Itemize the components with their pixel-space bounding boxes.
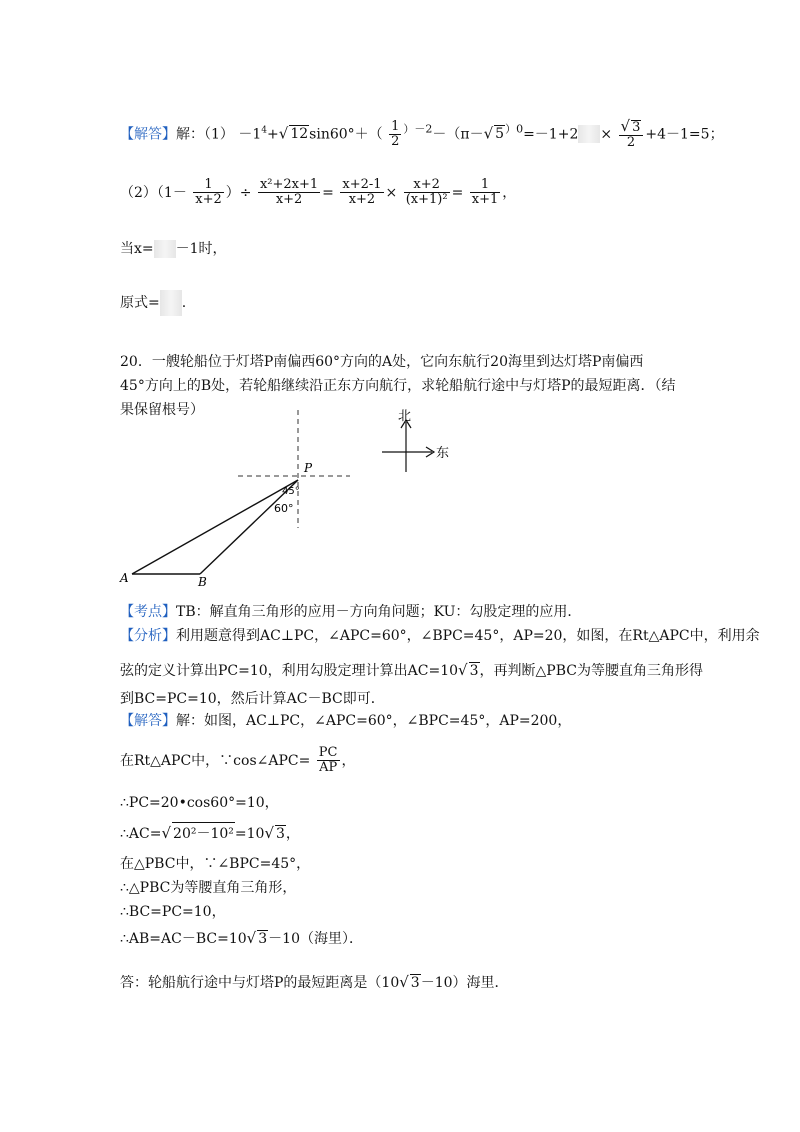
solution-1-line-4: 原式= . [120,290,186,316]
solution-2-line-2: 在Rt△APC中，∵cos∠APC= $\frac{PC}{AP}$ ， [120,745,356,776]
kaodian-line: 【考点】TB：解直角三角形的应用－方向角问题；KU：勾股定理的应用． [120,604,582,620]
answer-tag: 【解答】 [120,126,176,143]
fenxi-line-1: 【分析】利用题意得到AC⊥PC，∠APC=60°，∠BPC=45°，AP=20，如图，在Rt△APC中，利用余 [120,628,760,644]
label-p: P [304,461,313,475]
solution-2-line-3: ∴PC=20•cos60°=10， [120,795,279,811]
label-a: A [120,571,129,585]
final-answer: 答：轮船航行途中与灯塔P的最短距离是（10√ 3－10）海里． [120,973,509,991]
solution-1-line-1: 【解答】解：$(1) -1^4+√$ 12sin60°＋（ $\frac{1}{2}$ $^{)-2}$－（π－√ $5^{)0}=-1+2$ × $\frac{√ 3}{2}$ +4－1=5； [120,117,724,151]
blurred-formula-image [160,290,182,316]
analysis-block [120,600,760,648]
fenxi-line-3: 到BC=PC=10，然后计算AC－BC即可． [120,691,385,707]
compass-east-label: 东 [436,446,450,461]
solution-2-lines-5-7: 在△PBC中，∵∠BPC=45°， ∴△PBC为等腰直角三角形， ∴BC=PC=10， [120,856,311,920]
fraction-sqrt3-over-2: $\frac{√ 3}{2}$ [619,118,644,151]
solution-2-line-1: 【解答】解：如图，AC⊥PC，∠APC=60°，∠BPC=45°，AP=200， [120,713,572,729]
label-45: 45° [282,486,300,497]
blurred-formula-image [578,125,600,143]
blurred-formula-image [154,240,176,258]
answer-tag: 【解答】 [120,713,176,729]
label-60: 60° [274,502,294,515]
label-b: B [198,575,207,588]
fraction-half: $\frac{1}{2}$ [391,118,400,149]
solution-1-line-3: 当x= －1时， [120,241,227,257]
problem-20: 20．一艘轮船位于灯塔P南偏西60°方向的A处，它向东航行20海里到达灯塔P南偏西 45°方向上的B处，若轮船继续沿正东方向航行，求轮船航行途中与灯塔P的最短距离．（结 果保留根号） [120,354,676,418]
solution-2-line-8: ∴AB=AC－BC=10√ 3－10（海里）． [120,929,363,947]
compass-north-label: 北 [398,409,412,424]
fenxi-line-2: 弦的定义计算出PC=10，利用勾股定理计算出AC=10√ 3，再判断△PBC为等腰直角三角形得 [120,661,703,679]
geometry-diagram [110,408,470,588]
solution-1-line-2: （2）（1－ $\frac{1}{x+2}$ ）÷ $\frac{\text{x²+2x+1}}{x+2}$ = $\frac{x+2-1}{x+2}$ × $\frac{x+2}{\text{(x+1)²}}$ = $\frac{1}{x+1}$ ， [120,177,517,208]
solution-2-line-4: ∴AC=√ 20²－10²=10√ 3， [120,824,300,842]
